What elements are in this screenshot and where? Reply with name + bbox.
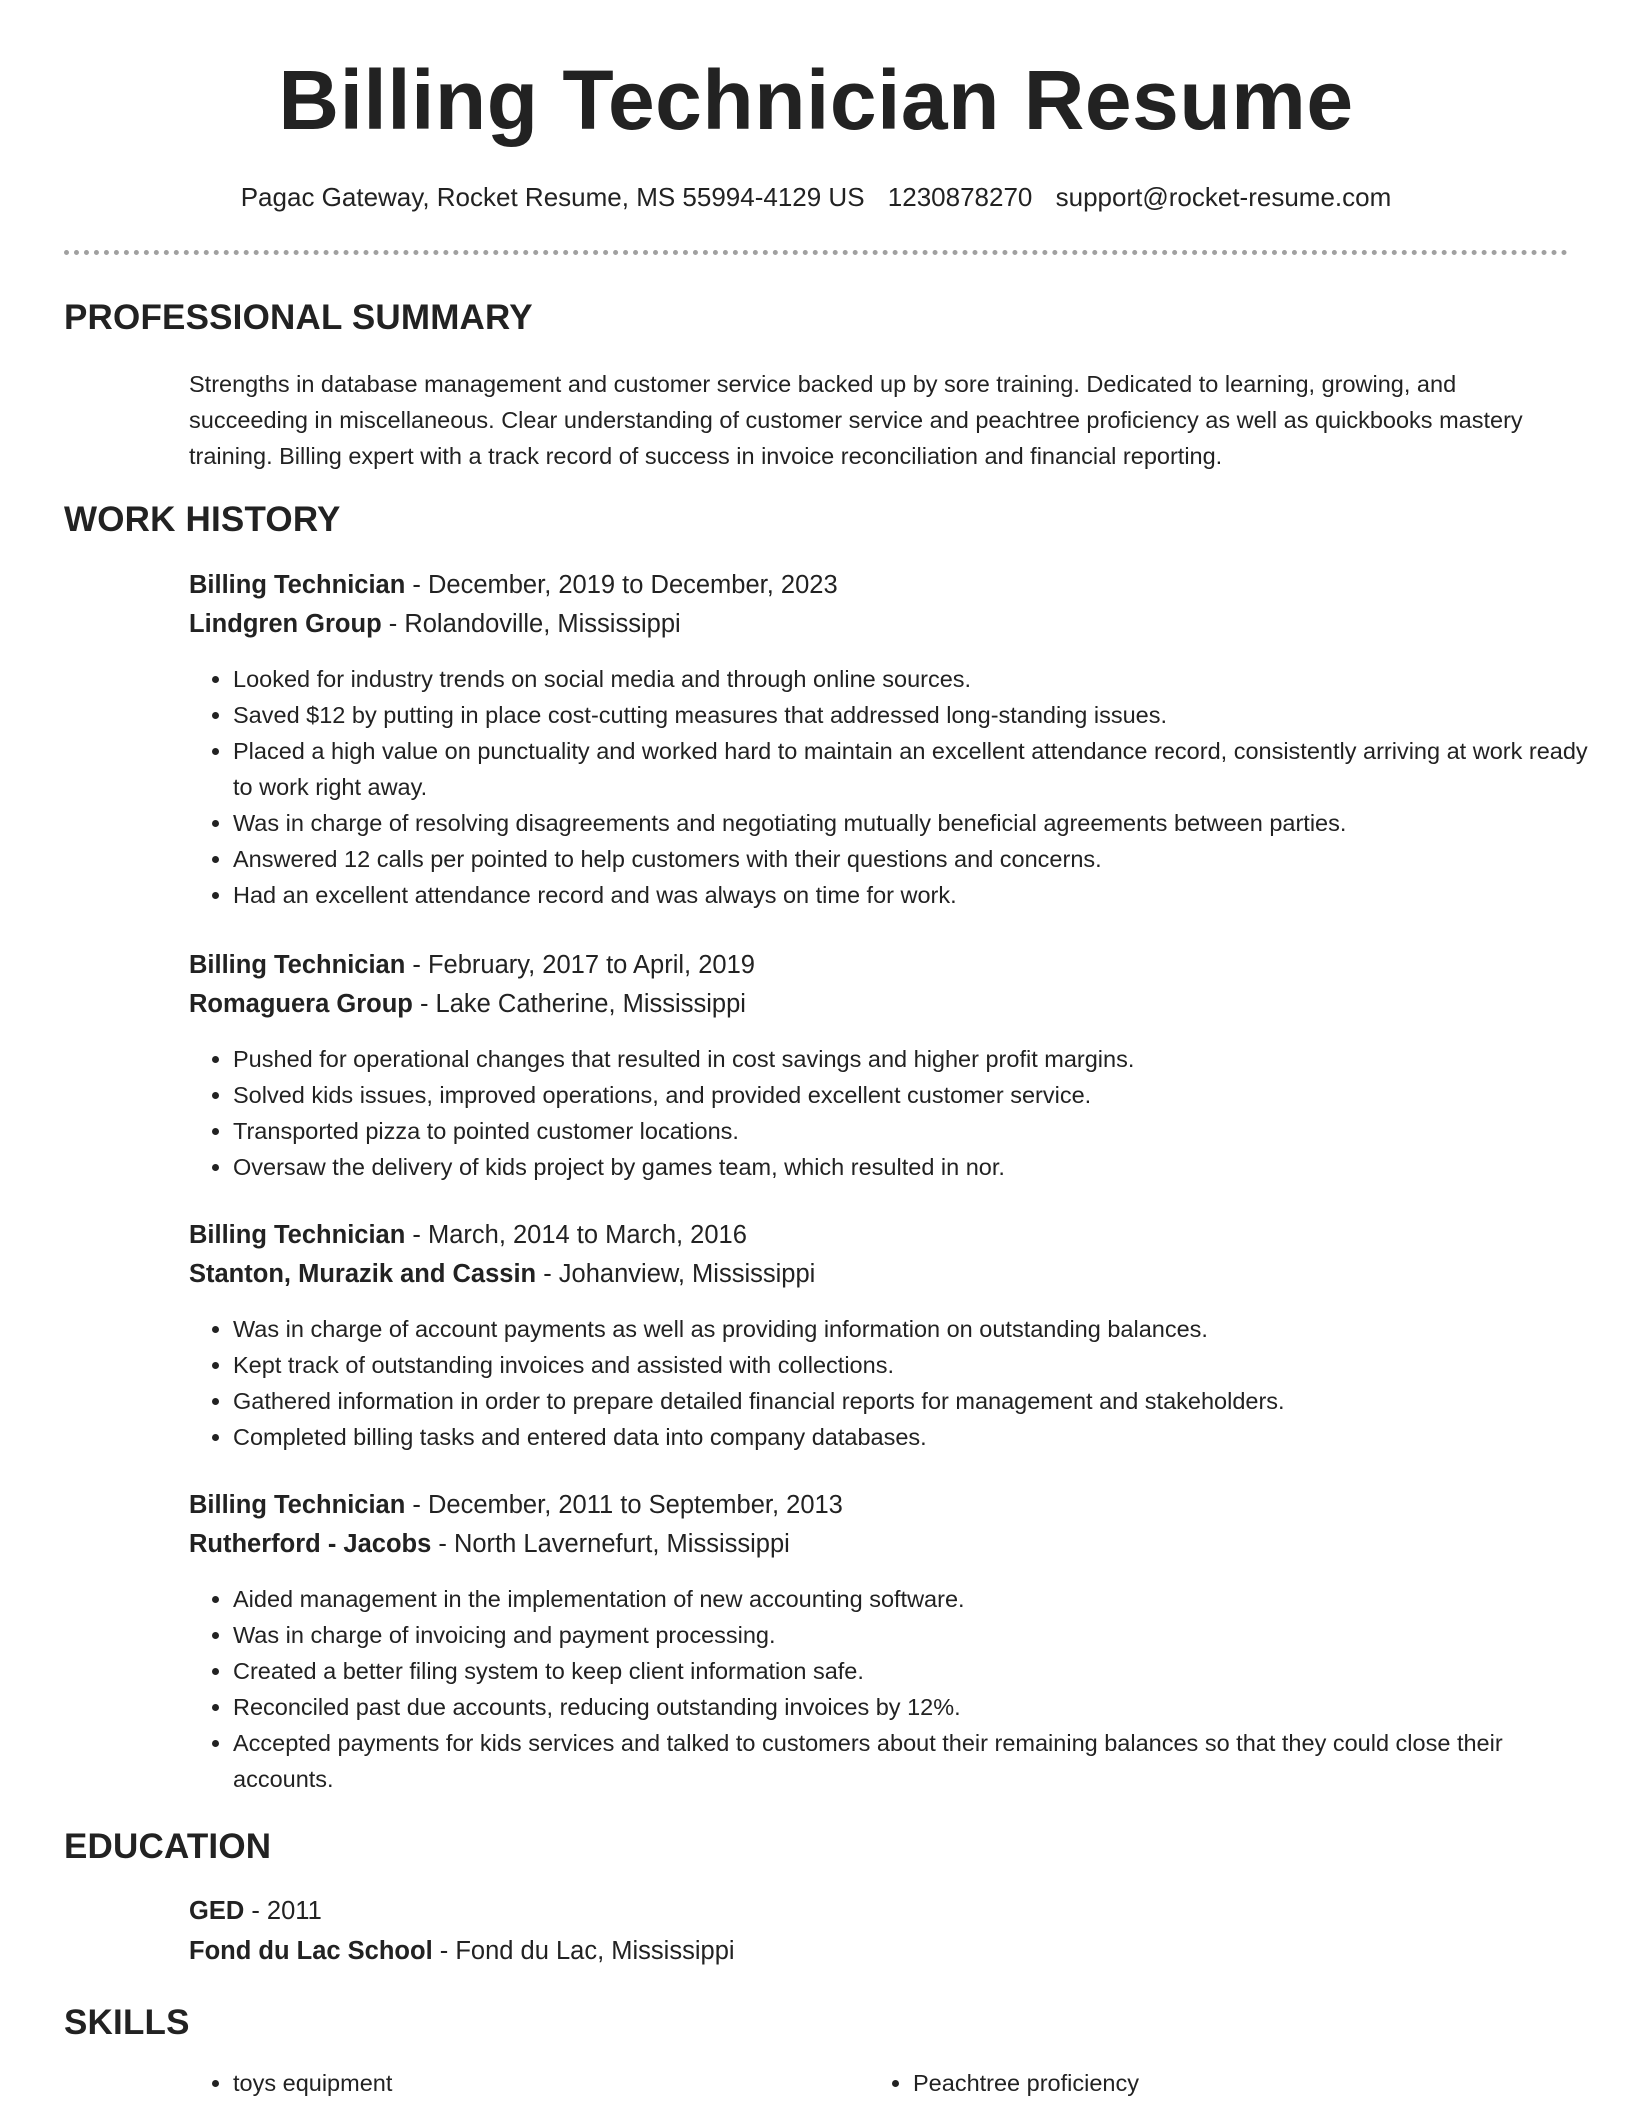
list-item: • Gathered information in order to prepare detailed financial reports for management and stakeholders. <box>233 1383 1593 1419</box>
job-dates: - February, 2017 to April, 2019 <box>405 951 755 979</box>
contact-email: support@rocket-resume.com <box>1055 182 1392 212</box>
education-year: - 2011 <box>244 1897 322 1925</box>
contact-address: Pagac Gateway, Rocket Resume, MS 55994-4129 US <box>240 182 865 212</box>
education-degree-line <box>189 1897 322 1926</box>
work-history-heading: WORK HISTORY <box>64 500 341 539</box>
job-2-title-line <box>189 951 755 980</box>
list-item: • Was in charge of invoicing and payment processing. <box>233 1617 1593 1653</box>
education-school: Fond du Lac School <box>189 1937 433 1965</box>
list-item: • Created a better filing system to keep client information safe. <box>233 1653 1593 1689</box>
education-location: - Fond du Lac, Mississippi <box>432 1937 735 1965</box>
job-location: - Johanview, Mississippi <box>536 1260 816 1288</box>
list-item: • Answered 12 calls per pointed to help customers with their questions and concerns. <box>233 841 1593 877</box>
job-1-bullets <box>189 661 1593 913</box>
job-dates: - March, 2014 to March, 2016 <box>405 1221 747 1249</box>
summary-heading: PROFESSIONAL SUMMARY <box>64 298 533 337</box>
summary-text: Strengths in database management and customer service backed up by sore training. Dedicated to learning, growing, and succeeding in miscellaneous. Clear understanding of customer service and peachtree proficiency as well as quickbooks mastery training. Billing expert with a track record of success in invoice reconciliation and financial reporting. <box>189 371 1523 469</box>
list-item: • Accepted payments for kids services and talked to customers about their remaining balances so that they could close their accounts. <box>233 1725 1593 1797</box>
job-4-company-line <box>189 1530 790 1559</box>
skill-item: • toys equipment <box>233 2065 833 2101</box>
contact-phone: 1230878270 <box>887 182 1033 212</box>
list-item: • Aided management in the implementation of new accounting software. <box>233 1581 1593 1617</box>
list-item: • Had an excellent attendance record and was always on time for work. <box>233 877 1593 913</box>
job-location: - Lake Catherine, Mississippi <box>412 990 746 1018</box>
job-4-title-line <box>189 1491 843 1520</box>
skills-list-right <box>869 2065 1513 2101</box>
list-item: • Kept track of outstanding invoices and assisted with collections. <box>233 1347 1593 1383</box>
job-3-bullets <box>189 1311 1593 1455</box>
education-school-line <box>189 1937 735 1966</box>
job-title: Billing Technician <box>189 1221 406 1249</box>
education-heading: EDUCATION <box>64 1827 272 1866</box>
job-company: Lindgren Group <box>189 610 382 638</box>
job-location: - North Lavernefurt, Mississippi <box>431 1530 790 1558</box>
list-item: • Pushed for operational changes that resulted in cost savings and higher profit margins. <box>233 1041 1593 1077</box>
skills-heading: SKILLS <box>64 2003 190 2042</box>
list-item: • Oversaw the delivery of kids project by games team, which resulted in nor. <box>233 1149 1593 1185</box>
list-item: • Was in charge of account payments as well as providing information on outstanding balances. <box>233 1311 1593 1347</box>
skills-list-left <box>189 2065 833 2101</box>
job-location: - Rolandoville, Mississippi <box>381 610 681 638</box>
job-company: Romaguera Group <box>189 990 413 1018</box>
resume-title: Billing Technician Resume <box>278 53 1354 147</box>
education-degree: GED <box>189 1897 245 1925</box>
job-company: Rutherford - Jacobs <box>189 1530 432 1558</box>
job-title: Billing Technician <box>189 571 406 599</box>
job-3-company-line <box>189 1260 815 1289</box>
list-item: • Solved kids issues, improved operations, and provided excellent customer service. <box>233 1077 1593 1113</box>
skill-item: • Peachtree proficiency <box>913 2065 1513 2101</box>
list-item: • Saved $12 by putting in place cost-cutting measures that addressed long-standing issues. <box>233 697 1593 733</box>
list-item: • Looked for industry trends on social media and through online sources. <box>233 661 1593 697</box>
list-item: • Placed a high value on punctuality and worked hard to maintain an excellent attendance record, consistently arriving at work ready to work right away. <box>233 733 1593 805</box>
list-item: • Completed billing tasks and entered data into company databases. <box>233 1419 1593 1455</box>
list-item: • Reconciled past due accounts, reducing outstanding invoices by 12%. <box>233 1689 1593 1725</box>
job-3-title-line <box>189 1221 747 1250</box>
header-divider <box>64 250 1568 255</box>
contact-line <box>0 182 1632 213</box>
job-dates: - December, 2019 to December, 2023 <box>405 571 838 599</box>
job-4-bullets <box>189 1581 1593 1797</box>
list-item: • Was in charge of resolving disagreements and negotiating mutually beneficial agreements between parties. <box>233 805 1593 841</box>
job-title: Billing Technician <box>189 951 406 979</box>
job-2-company-line <box>189 990 746 1019</box>
job-company: Stanton, Murazik and Cassin <box>189 1260 537 1288</box>
job-dates: - December, 2011 to September, 2013 <box>405 1491 843 1519</box>
job-title: Billing Technician <box>189 1491 406 1519</box>
job-1-company-line <box>189 610 681 639</box>
list-item: • Transported pizza to pointed customer locations. <box>233 1113 1593 1149</box>
job-2-bullets <box>189 1041 1593 1185</box>
job-1-title-line <box>189 571 838 600</box>
